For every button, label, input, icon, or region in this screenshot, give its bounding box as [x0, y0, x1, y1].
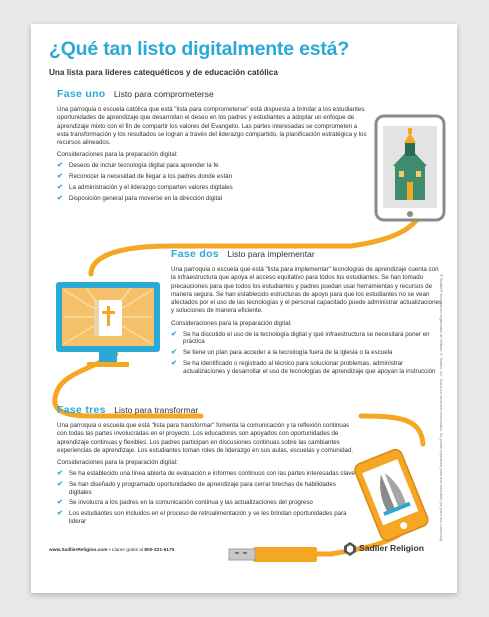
list-item: ✔ Se ha establecido una línea abierta de evaluación e informes continuos con las partes interesadas clave [57, 470, 355, 478]
sadlier-logo-icon [343, 541, 357, 557]
list-item: ✔ Se tiene un plan para acceder a la tecnología fuera de la iglesia o la escuela [171, 349, 393, 357]
phase-one-name: Fase uno [57, 88, 106, 100]
phase-one-considerations: Consideraciones para la preparación digital: [57, 151, 178, 159]
list-item: ✔ Se ha identificado o registrado al técnico para solucionar problemas, administrar actualizaciones y desarrollar el uso de tecnologías de aprendizaje que apoyan la instrucción [171, 359, 436, 375]
list-item: ✔ Deseos de incluir tecnología digital para aprender la fe [57, 162, 219, 170]
check-icon: ✔ [171, 349, 177, 357]
phase-three-section [57, 404, 357, 529]
footer-separator: • [108, 548, 111, 553]
praying-phone-icon [353, 448, 430, 543]
phase-two-paragraph: Una parroquia o escuela que está "lista para implementar" tecnologías de aprendizaje cuenta con la infraestructura que apoya el acceso equitativo para todos los estudiantes. Se han tomado precauciones para que todos los estudiantes y padres puedan usar herramientas y recursos de manera segura. Se han establecido estructuras de apoyo para que los estudiantes no se vean afectados por el uso de las tecnologías y el personal capacitado puede administrar actualizaciones y soluciones de manera eficiente. [171, 266, 443, 315]
list-item: ✔ Se ha discutido el uso de la tecnología digital y qué infraestructura se necesitará poner en práctica [171, 330, 430, 346]
phase-two-section [171, 248, 443, 378]
church-tablet-icon [376, 116, 444, 220]
page-subtitle: Una lista para líderes catequéticos y de educación católica [49, 68, 278, 77]
phase-three-name: Fase tres [57, 404, 106, 416]
check-icon: ✔ [57, 162, 63, 170]
phase-three-label: Listo para transformar [114, 405, 199, 415]
check-icon: ✔ [57, 480, 63, 488]
phase-two-considerations: Consideraciones para la preparación digital: [171, 319, 292, 327]
phase-three-paragraph: Una parroquia o escuela que está "lista para transformar" fomenta la comunicación y la reflexión continuas con todas las partes involucradas en el proyecto. Los educadores son apoyados con oportunidades de aprendizaje continuas y flexibles. Los padres participan en discusiones continuas sobre las cambiantes experiencias de aprendizaje. Los estudiantes toman roles de liderazgo en sus aulas, escuelas y comunidad. [57, 422, 354, 454]
footer-phone-label: Llame gratis al [111, 548, 144, 553]
list-item: ✔ Disposición general para moverse en la dirección digital [57, 194, 223, 202]
phase-three-checklist [57, 470, 357, 525]
list-item: ✔ Se involucra a los padres en la comunicación continua y las actualizaciones del progreso [57, 499, 313, 507]
copyright-side-note: ® Sadlier® son marcas registradas de William H. Sadlier, Inc. Todos los derechos reservados. Se puede reproducir para uso educativo (no para uso comercial). [439, 274, 443, 543]
phase-two-name: Fase dos [171, 248, 219, 260]
phase-three-heading [57, 404, 357, 416]
check-icon: ✔ [57, 194, 63, 202]
list-item: ✔ La administración y el liderazgo comparten valores digitales [57, 184, 233, 192]
bible-monitor-icon [56, 282, 160, 367]
usb-plug-icon [229, 547, 317, 562]
list-item: ✔ Se han diseñado y programado oportunidades de aprendizaje para cerrar brechas de habilidades digitales [57, 480, 336, 496]
check-icon: ✔ [171, 330, 177, 338]
phase-one-checklist [57, 162, 367, 202]
check-icon: ✔ [57, 184, 63, 192]
check-icon: ✔ [57, 510, 63, 518]
check-icon: ✔ [57, 173, 63, 181]
sadlier-brand [343, 539, 443, 559]
brand-name: Sadlier Religion [359, 543, 424, 553]
worksheet-page [31, 24, 457, 593]
phase-two-label: Listo para implementar [227, 249, 315, 259]
footer-phone: 800-221-5175 [144, 548, 175, 553]
phase-two-heading [171, 248, 443, 260]
list-item: ✔ Reconocer la necesidad de llegar a los padres donde están [57, 173, 233, 181]
phase-one-heading [57, 88, 367, 100]
check-icon: ✔ [57, 499, 63, 507]
cable-segment-3 [361, 416, 423, 444]
phase-one-section [57, 88, 367, 206]
page-title: ¿Qué tan listo digitalmente está? [49, 38, 350, 60]
phase-three-considerations: Consideraciones para la preparación digital: [57, 459, 178, 467]
footer-website[interactable]: www.SadlierReligion.com [49, 548, 108, 553]
phase-one-label: Listo para comprometerse [113, 89, 214, 99]
phase-one-paragraph: Una parroquia o escuela católica que está "lista para comprometerse" está dispuesta a brindar a los estudiantes oportunidades de aprendizaje que desarrollan el deseo en los padres y estudiantes a adoptar un enfoque de aprendizaje mixto con el fin de compartir los valores del Evangelio. Las partes interesadas se comprometen a esta transformación y los resultados se logran a través del liderazgo compartido, la planificación estratégica y los recursos alineados. [57, 106, 367, 147]
check-icon: ✔ [57, 470, 63, 478]
footer-contact [49, 548, 174, 553]
list-item: ✔ Los estudiantes son incluidos en el proceso de retroalimentación y se les brindan oportunidades para liderar [57, 510, 347, 525]
phase-two-checklist [171, 331, 443, 375]
check-icon: ✔ [171, 359, 177, 367]
